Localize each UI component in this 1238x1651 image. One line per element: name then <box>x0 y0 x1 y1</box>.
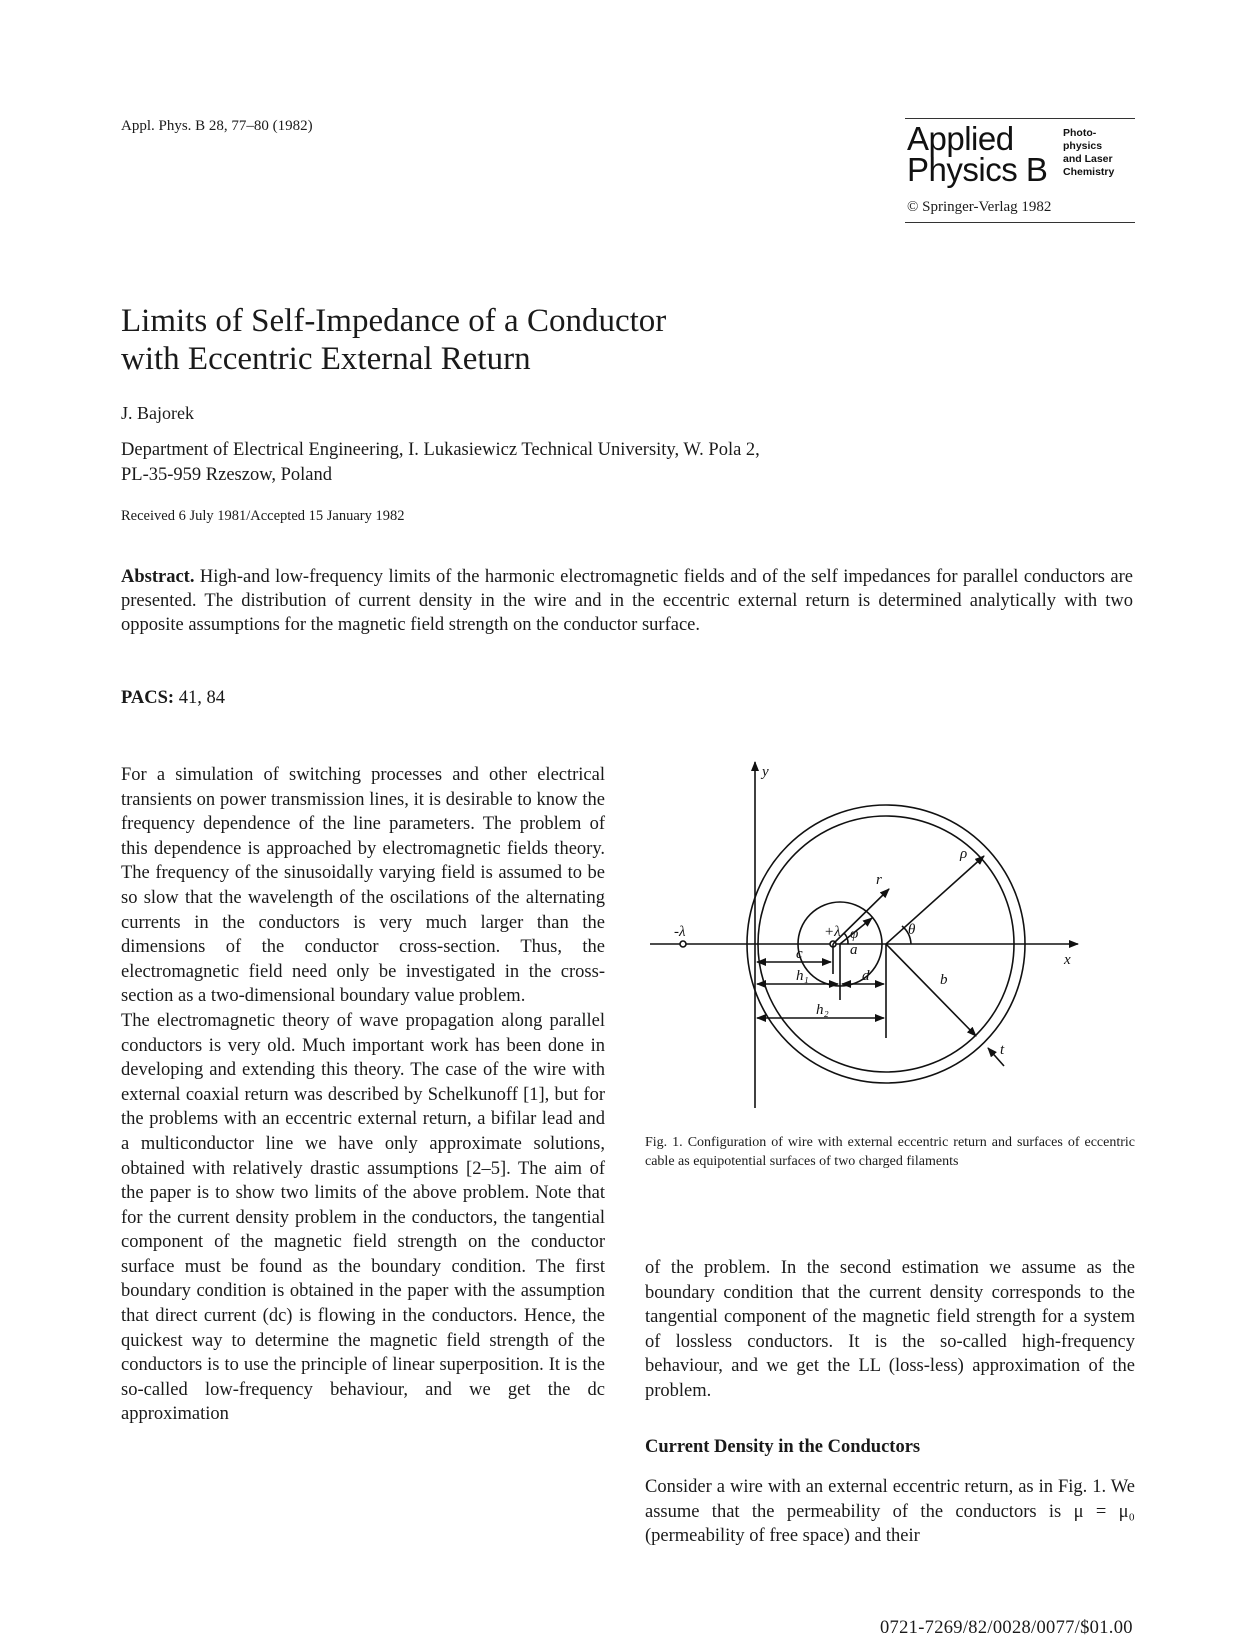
abstract <box>121 565 1133 637</box>
title-line2: with Eccentric External Return <box>121 341 531 377</box>
journal-sub-line: physics <box>1063 140 1103 152</box>
copyright: © Springer-Verlag 1982 <box>907 199 1052 215</box>
paragraph: The electromagnetic theory of wave propagation along parallel conductors is very old. Much important work has been done in developing and extending this theory. The case of the wire with external coaxial return was described by Schelkunoff [1], but for the problems with an eccentric external return, a bifilar lead and a multiconductor line we have only approximate solutions, obtained with relatively drastic assumptions [2–5]. The aim of the paper is to show two limits of the above problem. Note that for the current density problem in the conductors, the tangential component of the magnetic field strength on the conductor surface must be found as the boundary condition. The first boundary condition is obtained in the paper with the assumption that direct current (dc) is flowing in the conductors. Hence, the quickest way to determine the magnetic field strength of the conductors is to use the principle of linear superposition. It is the so-called low-frequency behaviour, and we get the dc approximation <box>121 1010 605 1425</box>
figure-1-diagram <box>636 748 1136 1108</box>
paragraph: of the problem. In the second estimation we assume as the boundary condition that the current density corresponds to the tangential component of the magnetic field strength for a system of lossless conductors. It is the so-called high-frequency behaviour, and we get the LL (loss-less) approximation of the problem. <box>645 1258 1135 1401</box>
figure-1 <box>636 748 1136 1108</box>
body-right-column-2 <box>645 1475 1135 1549</box>
author: J. Bajorek <box>121 403 194 423</box>
label-a: a <box>850 942 858 958</box>
affiliation <box>121 438 981 488</box>
pacs-value: 41, 84 <box>178 688 225 708</box>
label-plus-lambda: +λ <box>824 924 841 940</box>
rho-vector <box>886 856 984 944</box>
journal-logo-block <box>905 118 1135 223</box>
label-d: d <box>862 968 870 984</box>
label-phi: φ <box>850 926 859 942</box>
section-heading: Current Density in the Conductors <box>645 1437 921 1457</box>
label-h2: h₂ <box>816 1002 829 1018</box>
paragraph: Consider a wire with an external eccentric return, as in Fig. 1. We assume that the permeability of the conductors is μ = μ₀ (permeability of free space) and their <box>645 1477 1135 1547</box>
label-y: y <box>762 764 769 780</box>
pacs-label: PACS: <box>121 688 175 708</box>
pacs <box>121 688 225 709</box>
label-b: b <box>940 972 948 988</box>
label-rho: ρ <box>960 846 968 862</box>
label-r: r <box>876 872 882 888</box>
label-c: c <box>796 946 803 962</box>
minus-filament <box>680 941 686 947</box>
title-line1: Limits of Self-Impedance of a Conductor <box>121 303 667 339</box>
affiliation-line2: PL-35-959 Rzeszow, Poland <box>121 465 333 485</box>
journal-sub-line: and Laser <box>1063 153 1113 165</box>
label-minus-lambda: -λ <box>674 924 686 940</box>
journal-sub-line: Chemistry <box>1063 166 1115 178</box>
journal-subtitle <box>1063 127 1114 179</box>
footer-code: 0721-7269/82/0028/0077/$01.00 <box>880 1618 1133 1638</box>
journal-logo <box>905 119 1135 191</box>
affiliation-line1: Department of Electrical Engineering, I. Lukasiewicz Technical University, W. Pola 2, <box>121 440 760 460</box>
abstract-text: High-and low-frequency limits of the harmonic electromagnetic fields and of the self impedances for parallel conductors are presented. The distribution of current density in the wire and in the eccentric external return is determined analytically with two opposite assumptions for the magnetic field strength on the conductor surface. <box>121 567 1134 635</box>
paragraph: For a simulation of switching processes and other electrical transients on power transmission lines, it is desirable to know the frequency dependence of the line parameters. The problem of this dependence is approached by electromagnetic fields theory. The frequency of the sinusoidally varying field is assumed to be so slow that the wavelength of the oscilations of the alternating currents in the conductors is very much larger than the dimensions of the conductor cross-section. Thus, the electromagnetic field need only be investigated in the cross-section as a two-dimensional boundary value problem. <box>121 765 605 1007</box>
b-radius <box>886 944 976 1036</box>
figure-caption: Fig. 1. Configuration of wire with external eccentric return and surfaces of eccentric cable as equipotential surfaces of two charged filaments <box>645 1135 1135 1169</box>
label-t: t <box>1000 1042 1005 1058</box>
article-title <box>121 302 921 378</box>
label-x: x <box>1064 952 1071 968</box>
body-left-column <box>121 763 605 1427</box>
journal-citation: Appl. Phys. B 28, 77–80 (1982) <box>121 118 313 134</box>
journal-name <box>907 120 1048 188</box>
logo-bottom-rule <box>905 222 1135 223</box>
label-h1: h₁ <box>796 968 809 984</box>
body-right-column <box>645 1256 1135 1404</box>
journal-name-line2: Physics B <box>907 151 1048 188</box>
journal-sub-line: Photo- <box>1063 127 1097 139</box>
received-dates: Received 6 July 1981/Accepted 15 January 1982 <box>121 508 405 524</box>
journal-name-line1: Applied <box>907 120 1014 157</box>
abstract-label: Abstract. <box>121 567 195 587</box>
label-theta: θ <box>908 922 916 938</box>
